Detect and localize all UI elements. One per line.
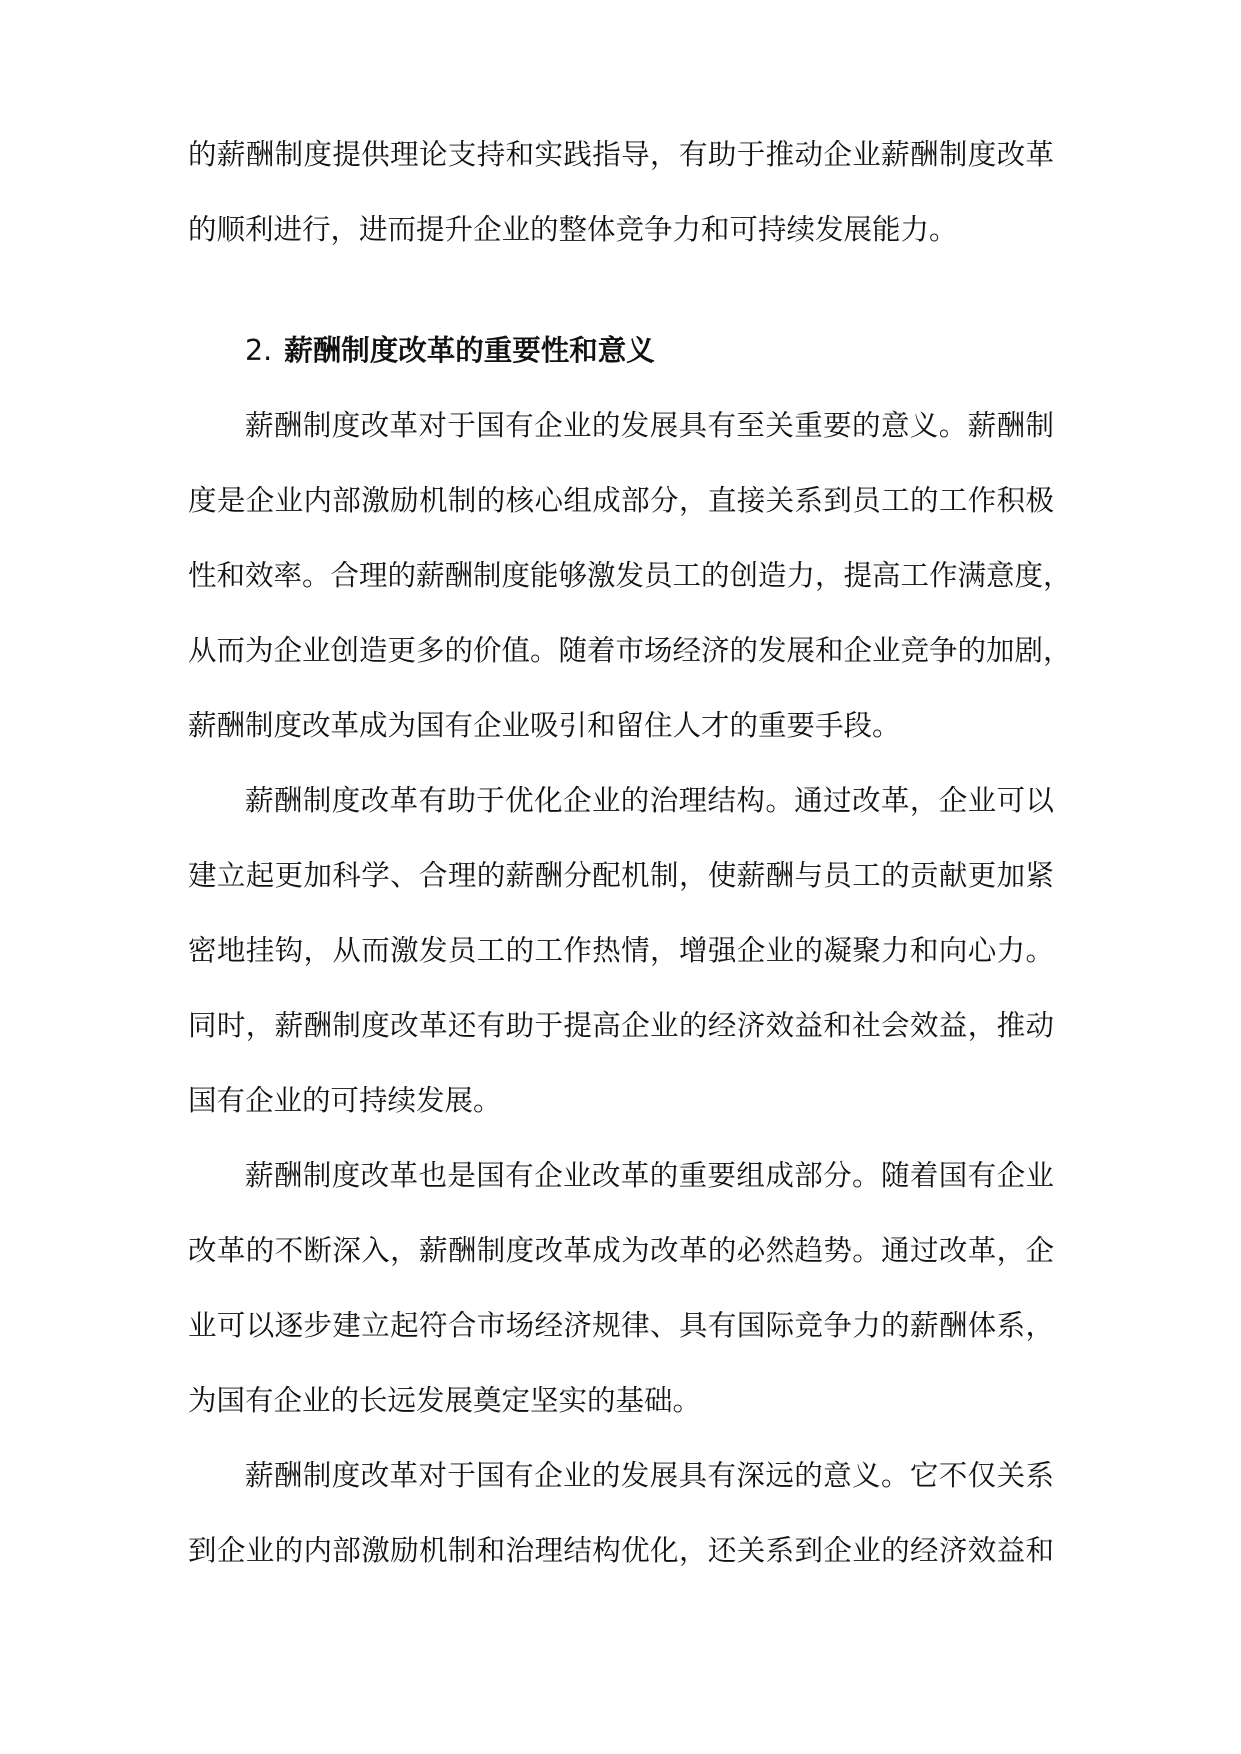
text-line: 薪酬制度改革有助于优化企业的治理结构。通过改革，企业可以 [245, 784, 1054, 817]
paragraph [188, 407, 1072, 745]
section-number: 2. [245, 334, 273, 367]
text-line: 从而为企业创造更多的价值。随着市场经济的发展和企业竞争的加剧， [188, 634, 1072, 667]
text-line: 薪酬制度改革对于国有企业的发展具有深远的意义。它不仅关系 [245, 1459, 1054, 1492]
text-line: 为国有企业的长远发展奠定坚实的基础。 [188, 1384, 702, 1417]
paragraph [188, 1157, 1054, 1420]
paragraph [188, 782, 1054, 1120]
text-line: 度是企业内部激励机制的核心组成部分，直接关系到员工的工作积极 [188, 484, 1054, 517]
text-line: 的顺利进行，进而提升企业的整体竞争力和可持续发展能力。 [188, 213, 958, 246]
text-line: 建立起更加科学、合理的薪酬分配机制，使薪酬与员工的贡献更加紧 [188, 859, 1054, 892]
section-title: 薪酬制度改革的重要性和意义 [284, 334, 655, 367]
paragraph-continued [188, 136, 1054, 249]
text-line: 性和效率。合理的薪酬制度能够激发员工的创造力，提高工作满意度， [188, 559, 1072, 592]
text-line: 业可以逐步建立起符合市场经济规律、具有国际竞争力的薪酬体系， [188, 1309, 1054, 1342]
text-line: 密地挂钩，从而激发员工的工作热情，增强企业的凝聚力和向心力。 [188, 934, 1054, 967]
text-line: 薪酬制度改革也是国有企业改革的重要组成部分。随着国有企业 [245, 1159, 1054, 1192]
text-line: 到企业的内部激励机制和治理结构优化，还关系到企业的经济效益和 [188, 1534, 1054, 1567]
text-line: 的薪酬制度提供理论支持和实践指导，有助于推动企业薪酬制度改革 [188, 138, 1054, 171]
text-line: 薪酬制度改革对于国有企业的发展具有至关重要的意义。薪酬制 [245, 409, 1054, 442]
text-line: 国有企业的可持续发展。 [188, 1084, 502, 1117]
text-line: 同时，薪酬制度改革还有助于提高企业的经济效益和社会效益，推动 [188, 1009, 1054, 1042]
text-line: 改革的不断深入，薪酬制度改革成为改革的必然趋势。通过改革，企 [188, 1234, 1054, 1267]
document-body [188, 136, 1072, 1570]
section-heading [188, 332, 1054, 370]
text-line: 薪酬制度改革成为国有企业吸引和留住人才的重要手段。 [188, 709, 901, 742]
paragraph [188, 1457, 1054, 1570]
